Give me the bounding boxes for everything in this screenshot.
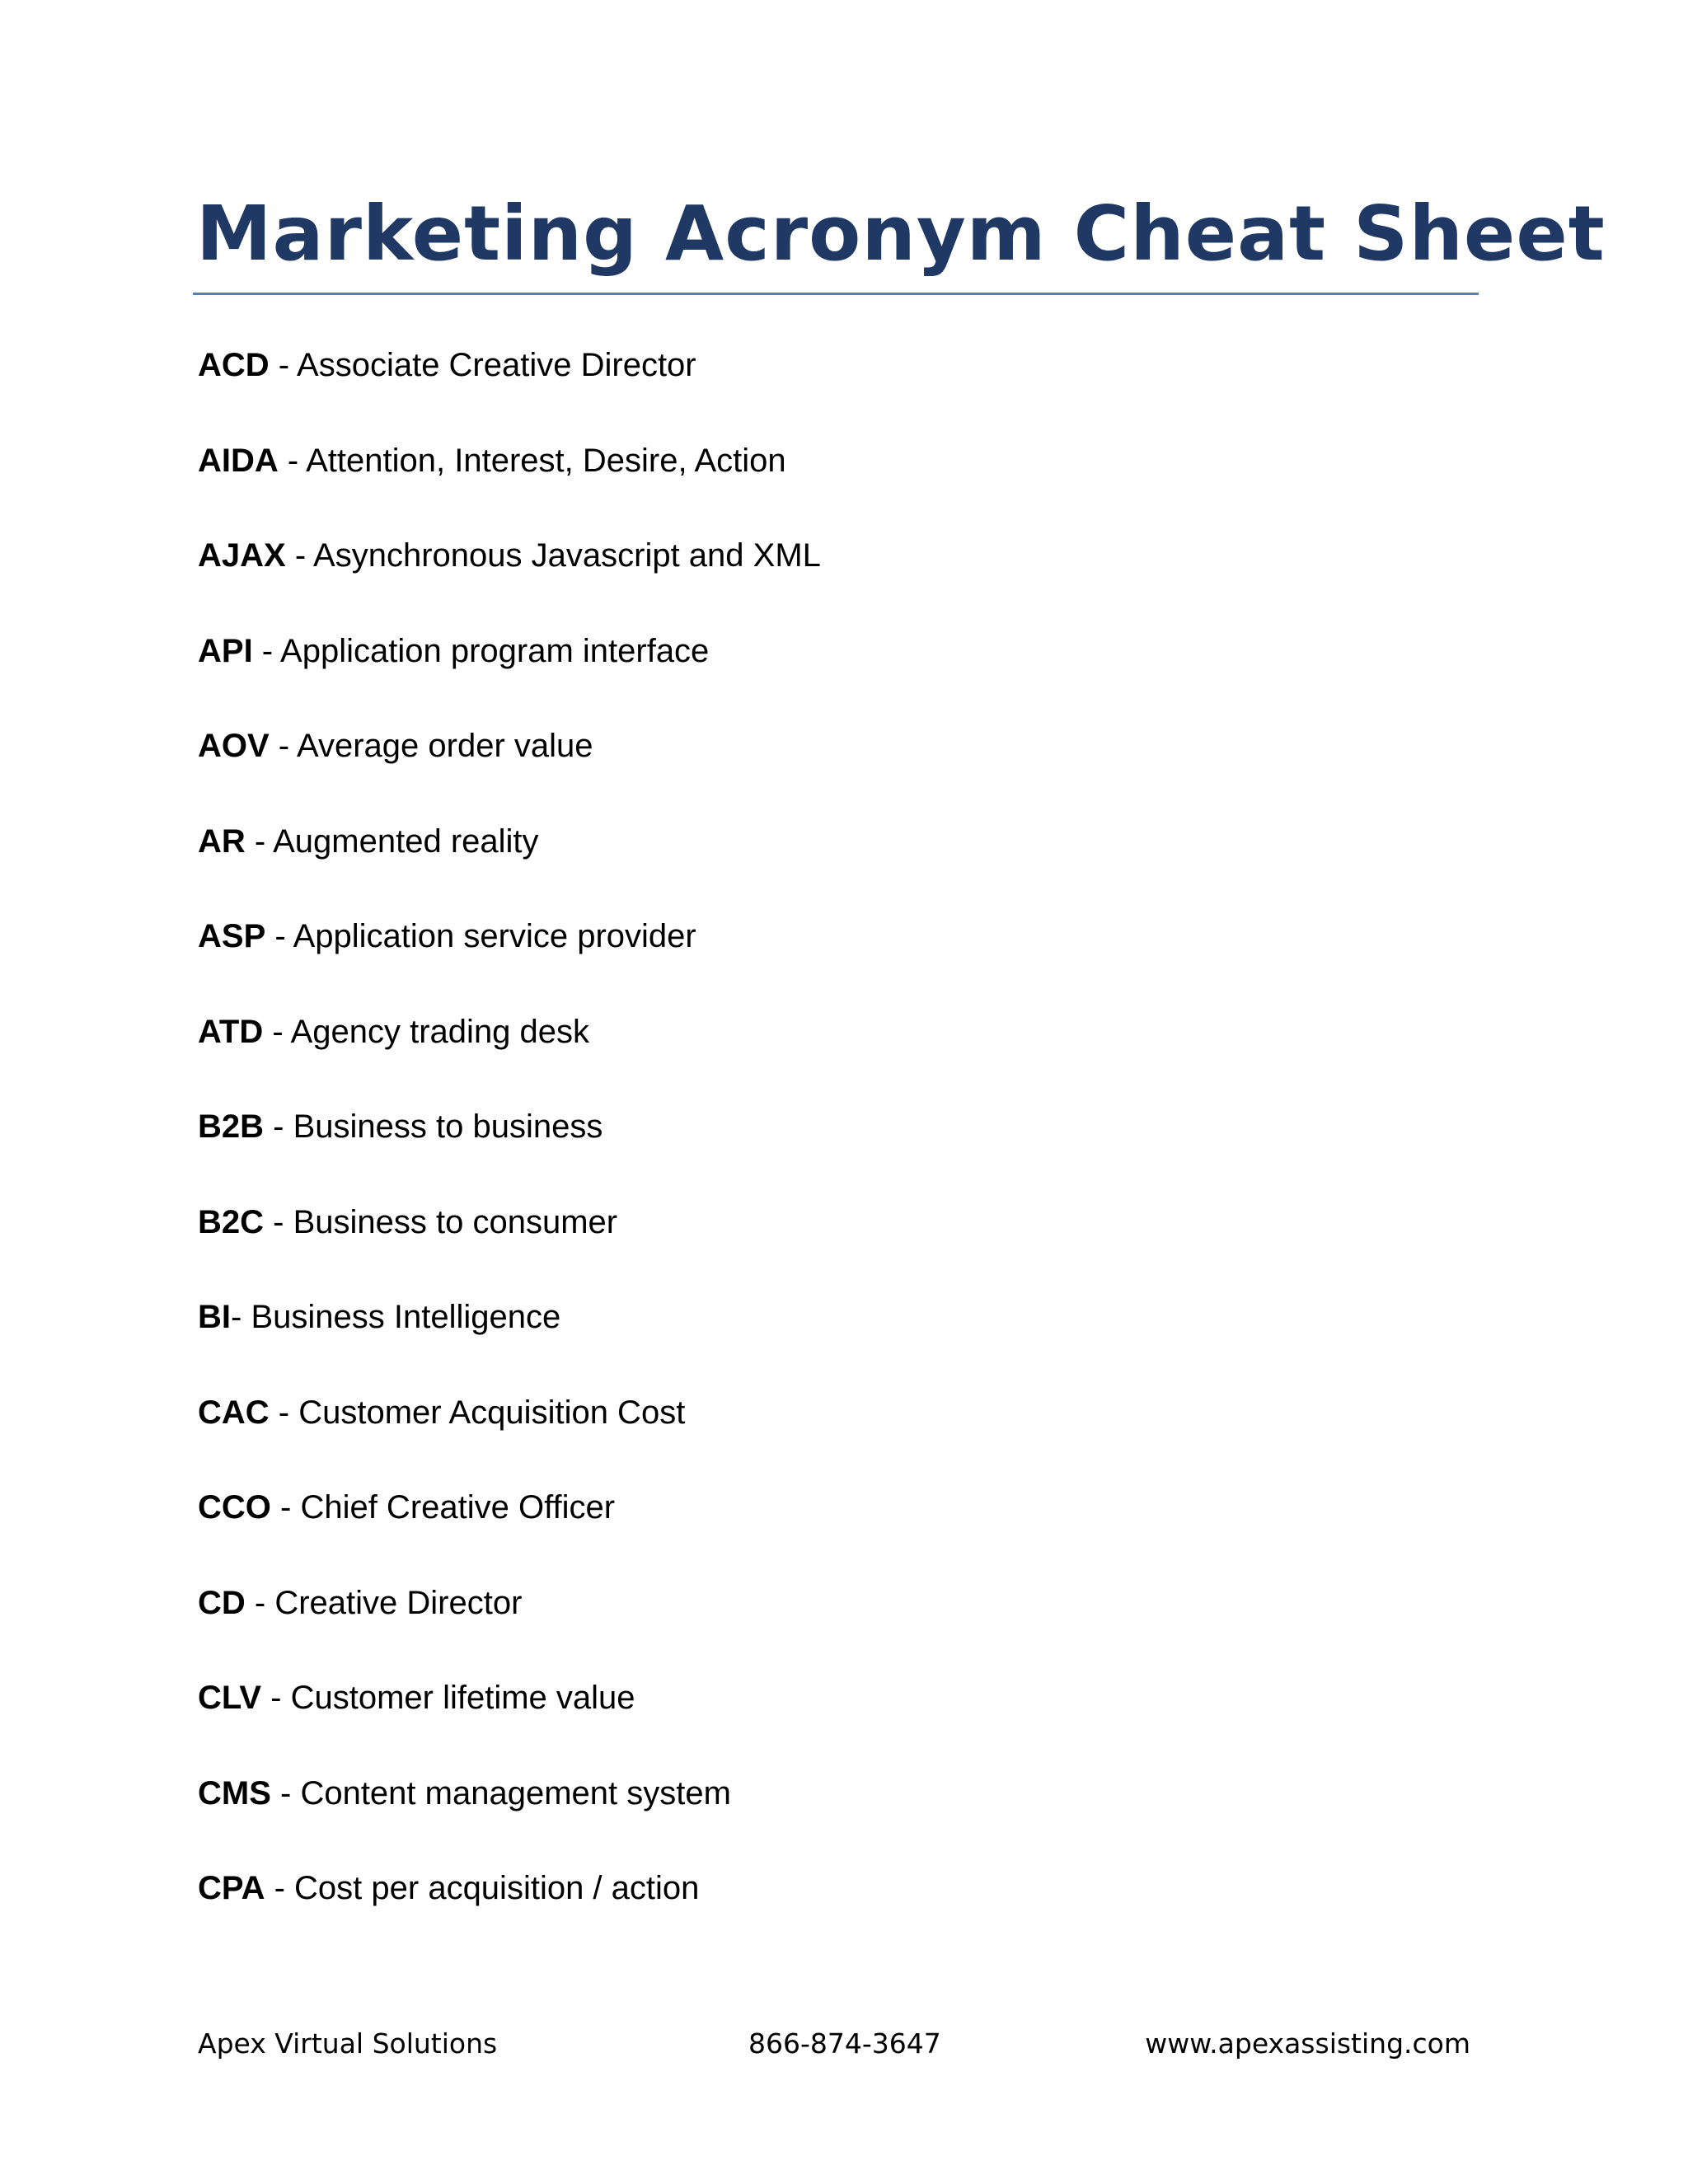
acronym-entry bbox=[198, 821, 821, 916]
acronym-definition: Customer Acquisition Cost bbox=[298, 1394, 686, 1431]
acronym-definition: Cost per acquisition / action bbox=[294, 1870, 700, 1906]
acronym-separator: - bbox=[285, 537, 314, 574]
acronym-entry bbox=[198, 1392, 821, 1488]
acronym-separator: - bbox=[263, 1013, 291, 1050]
acronym-separator: - bbox=[269, 1394, 299, 1431]
acronym-definition: Asynchronous Javascript and XML bbox=[313, 537, 821, 574]
acronym-definition: Attention, Interest, Desire, Action bbox=[306, 442, 786, 479]
acronym-entry bbox=[198, 440, 821, 536]
acronym-term: API bbox=[198, 632, 253, 669]
acronym-term: CPA bbox=[198, 1870, 265, 1906]
page-title: Marketing Acronym Cheat Sheet bbox=[196, 190, 1606, 278]
acronym-separator: - bbox=[264, 1203, 293, 1240]
acronym-separator: - bbox=[264, 1108, 293, 1145]
acronym-entry bbox=[198, 1296, 821, 1392]
acronym-separator: - bbox=[261, 1680, 291, 1716]
acronym-entry bbox=[198, 1011, 821, 1107]
acronym-definition: Application program interface bbox=[280, 632, 710, 669]
acronym-term: CAC bbox=[198, 1394, 270, 1431]
acronym-term: CMS bbox=[198, 1774, 271, 1811]
acronym-separator: - bbox=[231, 1299, 251, 1335]
acronym-entry bbox=[198, 630, 821, 726]
acronym-entry bbox=[198, 1677, 821, 1773]
acronym-separator: - bbox=[269, 728, 298, 764]
acronym-list bbox=[198, 344, 821, 1963]
acronym-term: B2C bbox=[198, 1203, 265, 1240]
acronym-term: BI bbox=[198, 1299, 231, 1335]
acronym-separator: - bbox=[245, 823, 274, 860]
acronym-definition: Customer lifetime value bbox=[290, 1680, 635, 1716]
acronym-term: AIDA bbox=[198, 442, 279, 479]
acronym-term: ACD bbox=[198, 347, 270, 383]
acronym-separator: - bbox=[265, 918, 293, 954]
footer-phone: 866-874-3647 bbox=[748, 2027, 941, 2060]
acronym-entry bbox=[198, 916, 821, 1011]
acronym-entry bbox=[198, 1487, 821, 1582]
acronym-entry bbox=[198, 344, 821, 440]
acronym-term: CCO bbox=[198, 1489, 271, 1526]
acronym-term: B2B bbox=[198, 1108, 265, 1145]
acronym-definition: Application service provider bbox=[293, 918, 696, 954]
acronym-definition: Business to business bbox=[293, 1108, 603, 1145]
acronym-entry bbox=[198, 1582, 821, 1678]
acronym-definition: Creative Director bbox=[274, 1584, 523, 1621]
acronym-definition: Average order value bbox=[297, 728, 593, 764]
acronym-separator: - bbox=[270, 1489, 301, 1526]
title-underline bbox=[193, 293, 1479, 295]
acronym-term: ASP bbox=[198, 918, 266, 954]
acronym-definition: Chief Creative Officer bbox=[300, 1489, 616, 1526]
acronym-entry bbox=[198, 1773, 821, 1868]
acronym-entry bbox=[198, 725, 821, 821]
footer-company: Apex Virtual Solutions bbox=[198, 2027, 498, 2060]
acronym-definition: Business Intelligence bbox=[251, 1299, 561, 1335]
acronym-separator: - bbox=[245, 1584, 275, 1621]
acronym-separator: - bbox=[278, 442, 307, 479]
acronym-separator: - bbox=[269, 347, 298, 383]
acronym-term: AOV bbox=[198, 728, 270, 764]
acronym-entry bbox=[198, 1202, 821, 1297]
acronym-separator: - bbox=[252, 632, 281, 669]
acronym-separator: - bbox=[265, 1870, 295, 1906]
acronym-entry bbox=[198, 1868, 821, 1963]
acronym-definition: Augmented reality bbox=[273, 823, 539, 860]
acronym-term: AR bbox=[198, 823, 246, 860]
acronym-separator: - bbox=[270, 1774, 301, 1811]
acronym-term: AJAX bbox=[198, 537, 286, 574]
acronym-definition: Content management system bbox=[300, 1774, 731, 1811]
acronym-term: CLV bbox=[198, 1680, 262, 1716]
acronym-definition: Agency trading desk bbox=[290, 1013, 590, 1050]
acronym-term: ATD bbox=[198, 1013, 264, 1050]
acronym-entry bbox=[198, 1106, 821, 1202]
acronym-definition: Business to consumer bbox=[293, 1203, 618, 1240]
footer-website: www.apexassisting.com bbox=[1145, 2027, 1470, 2060]
acronym-term: CD bbox=[198, 1584, 246, 1621]
acronym-entry bbox=[198, 535, 821, 630]
acronym-definition: Associate Creative Director bbox=[297, 347, 696, 383]
